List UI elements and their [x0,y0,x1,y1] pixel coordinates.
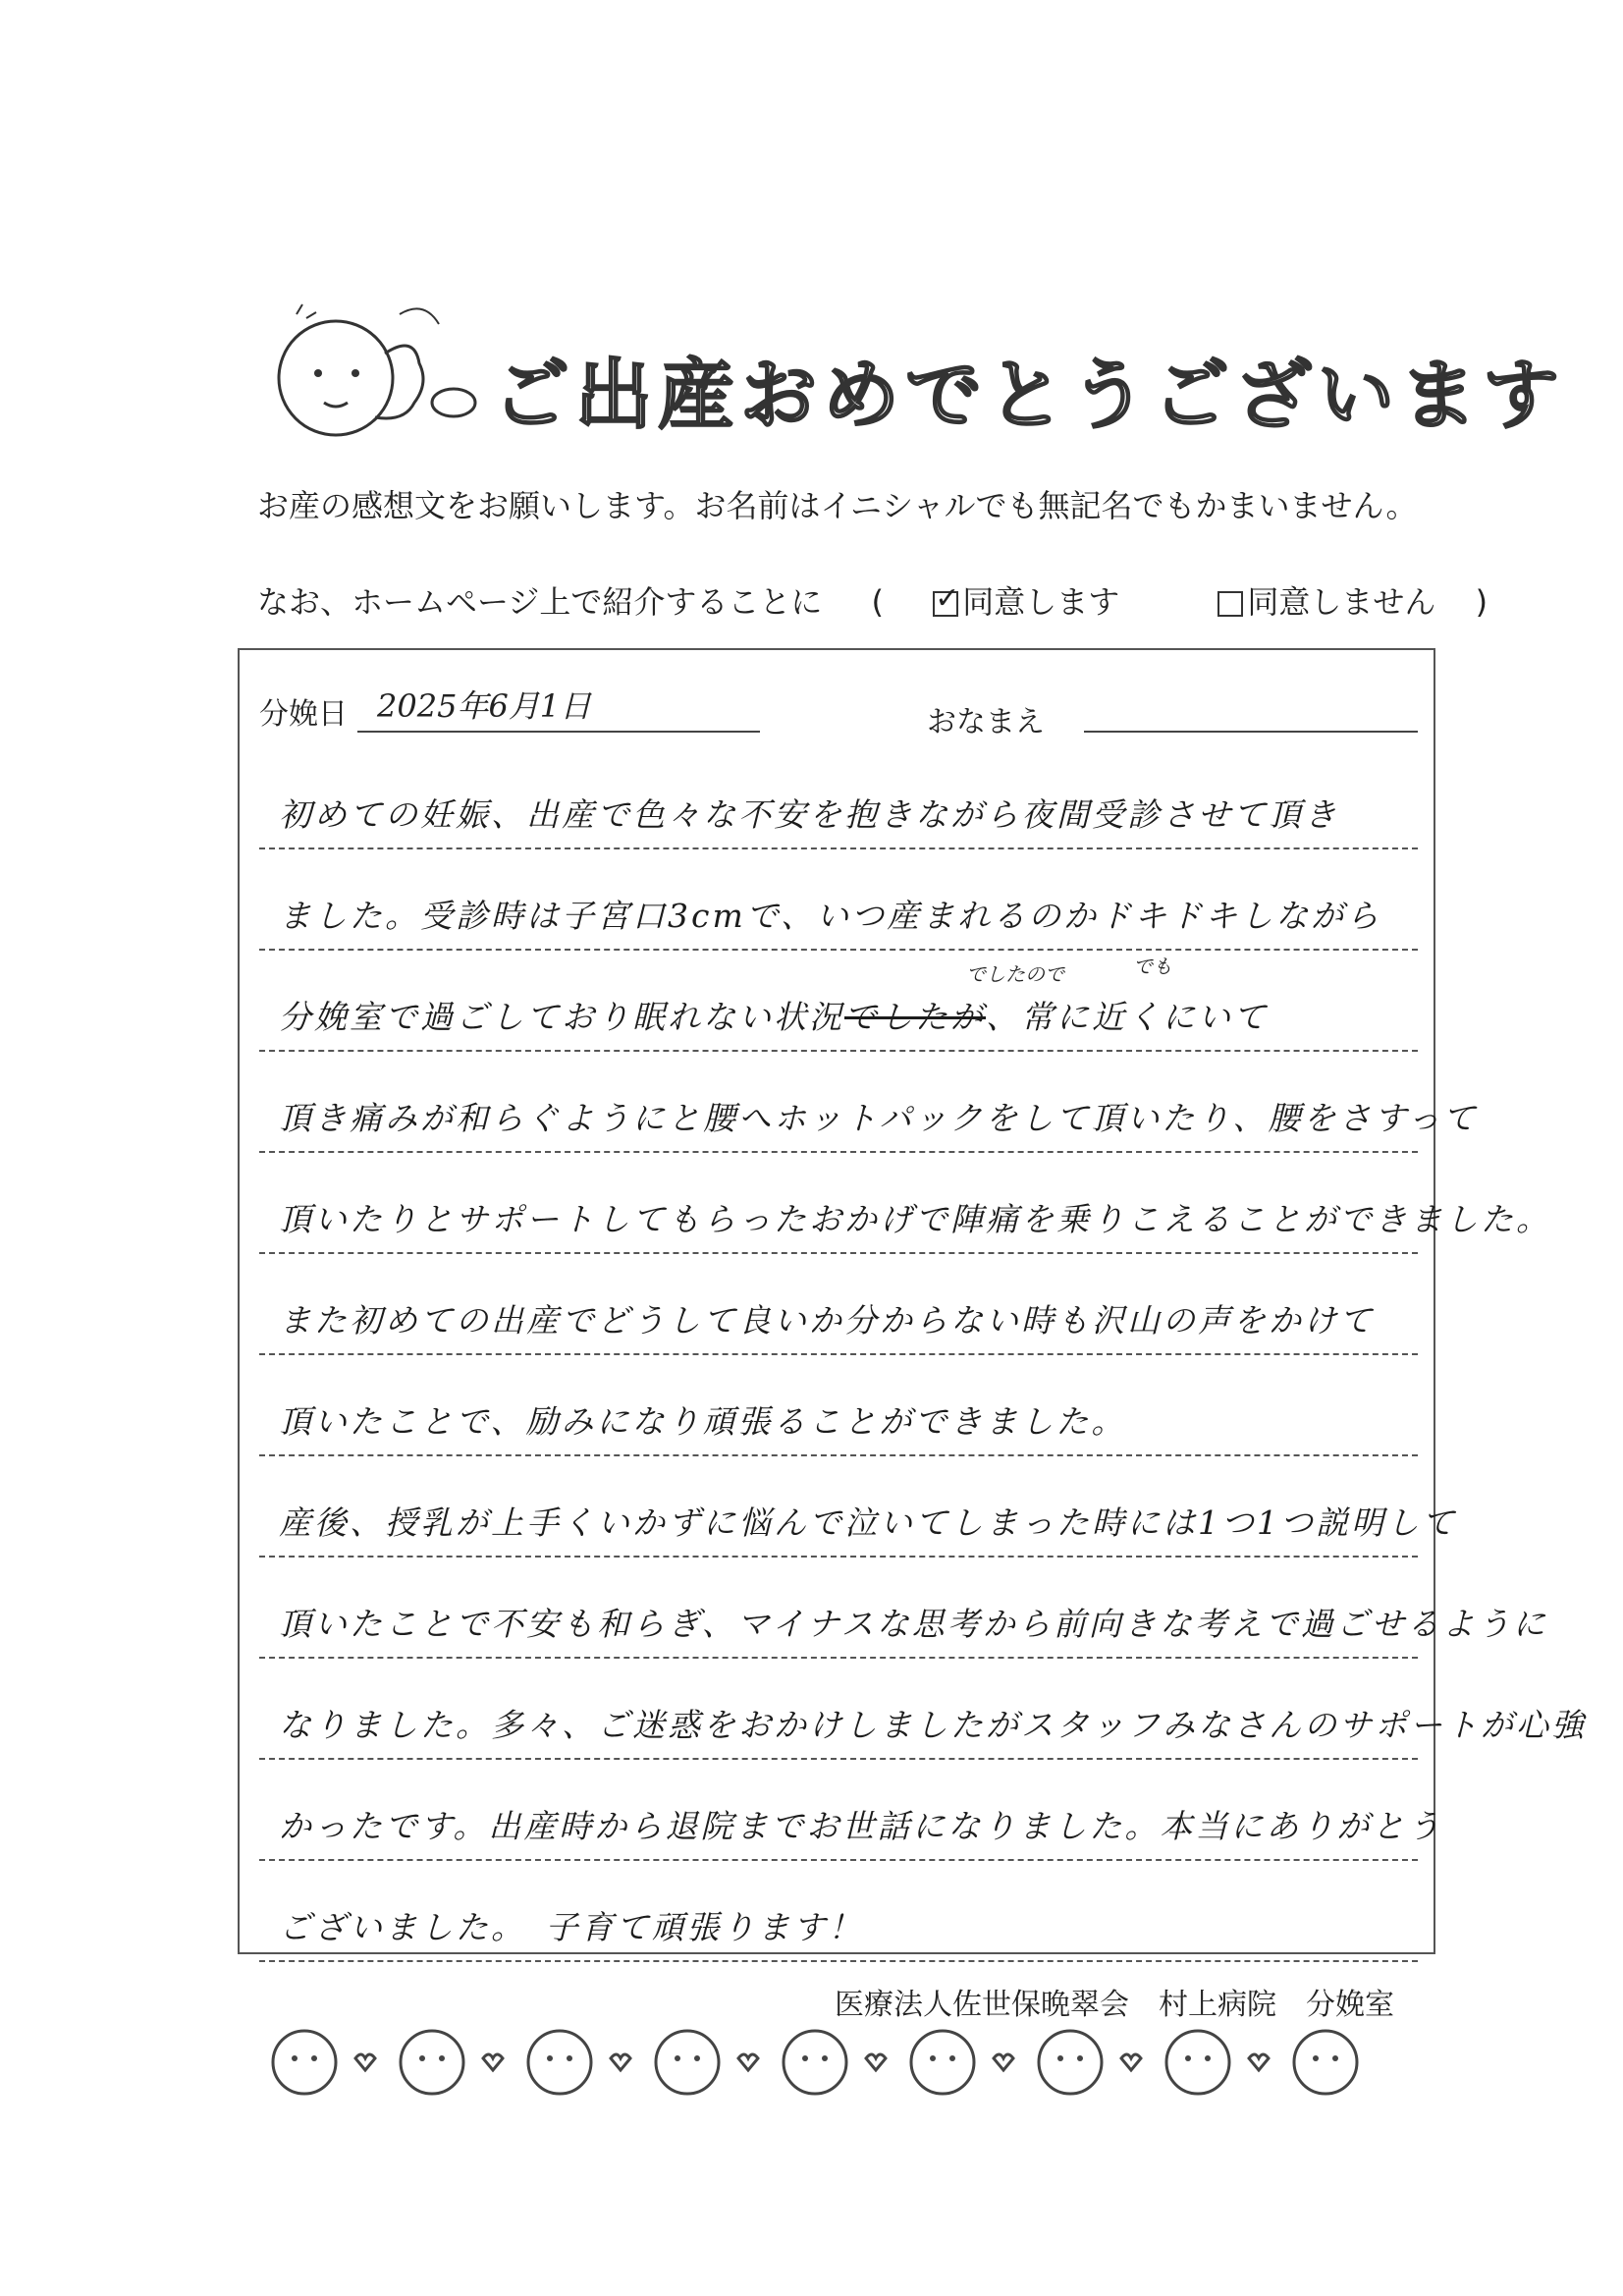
feedback-line [259,748,1418,849]
feedback-text-tail: 常に近くにいて [1021,998,1269,1036]
date-label: 分娩日 [259,697,348,732]
inserted-correction: でしたので [966,962,1064,986]
consent-row [257,577,1488,623]
disagree-checkbox[interactable] [1217,591,1243,617]
feedback-text: 産後、授乳が上手くいかずに悩んで泣いてしまった時には1つ1つ説明して [279,1503,1457,1542]
agree-label: 同意します [962,583,1120,621]
feedback-text: ました。受診時は子宮口3cmで、いつ産まれるのかドキドキしながら [279,897,1382,935]
banner-title: ご出産おめでとうございます [493,352,1566,440]
close-paren: ) [1475,583,1488,621]
feedback-line [259,1355,1418,1456]
feedback-text-part: 分娩室で過ごしており眠れない状況 [279,998,844,1036]
feedback-lines [259,748,1587,1962]
agree-checkbox[interactable] [933,591,958,617]
feedback-line [259,849,1418,951]
open-paren: ( [871,583,885,621]
inserted-correction-2: でも [1133,955,1172,978]
feedback-text: ございました。 子育て頑張ります！ [279,1908,864,1946]
feedback-text: かったです。出産時から退院までお世話になりました。本当にありがとう [279,1807,1443,1845]
feedback-line [259,1456,1457,1558]
feedback-text: 頂き痛みが和らぐようにと腰へホットパックをして頂いたり、腰をさすって [279,1099,1479,1137]
feedback-line [259,1052,1479,1153]
instructions-text: お産の感想文をお願いします。お名前はイニシャルでも無記名でもかまいません。 [257,487,1418,524]
feedback-line [259,1760,1443,1861]
feedback-line [259,1558,1548,1659]
feedback-line [259,1254,1418,1355]
disagree-option[interactable] [1217,583,1445,621]
agree-option[interactable] [933,583,1129,621]
struck-text: でしたが [844,998,986,1036]
feedback-text: なりました。多々、ご迷惑をおかけしましたがスタッフみなさんのサポートが心強 [279,1706,1587,1744]
feedback-line [259,951,1418,1052]
baby-faces-and-hearts-icon [265,2023,1424,2102]
header-banner [257,295,1566,462]
consent-prefix: なお、ホームページ上で紹介することに [257,583,823,621]
feedback-text: また初めての出産でどうして良いか分からない時も沢山の声をかけて [279,1301,1375,1339]
date-value: 2025年6月1日 [377,687,592,725]
feedback-text: 頂いたことで不安も和らぎ、マイナスな思考から前向きな考えで過ごせるように [279,1605,1548,1643]
name-underline [1084,731,1418,733]
feedback-line [259,1659,1587,1760]
feedback-frame [238,648,1587,1954]
hospital-name: 医療法人佐世保晩翠会 村上病院 分娩室 [835,1988,1394,2022]
feedback-text: 頂いたりとサポートしてもらったおかげで陣痛を乗りこえることができました。 [279,1200,1551,1238]
feedback-line [259,1153,1551,1254]
disagree-label: 同意しません [1247,583,1436,621]
feedback-text: 頂いたことで、励みになり頑張ることができました。 [279,1402,1127,1441]
date-underline [357,731,760,733]
feedback-text: 分娩室で過ごしており眠れない状況でしたが、常に近くにいて [279,998,1269,1036]
feedback-line [259,1861,1418,1962]
baby-face-icon [257,295,493,462]
name-label: おなまえ [927,705,1045,739]
feedback-text: 初めての妊娠、出産で色々な不安を抱きながら夜間受診させて頂き [279,795,1339,834]
